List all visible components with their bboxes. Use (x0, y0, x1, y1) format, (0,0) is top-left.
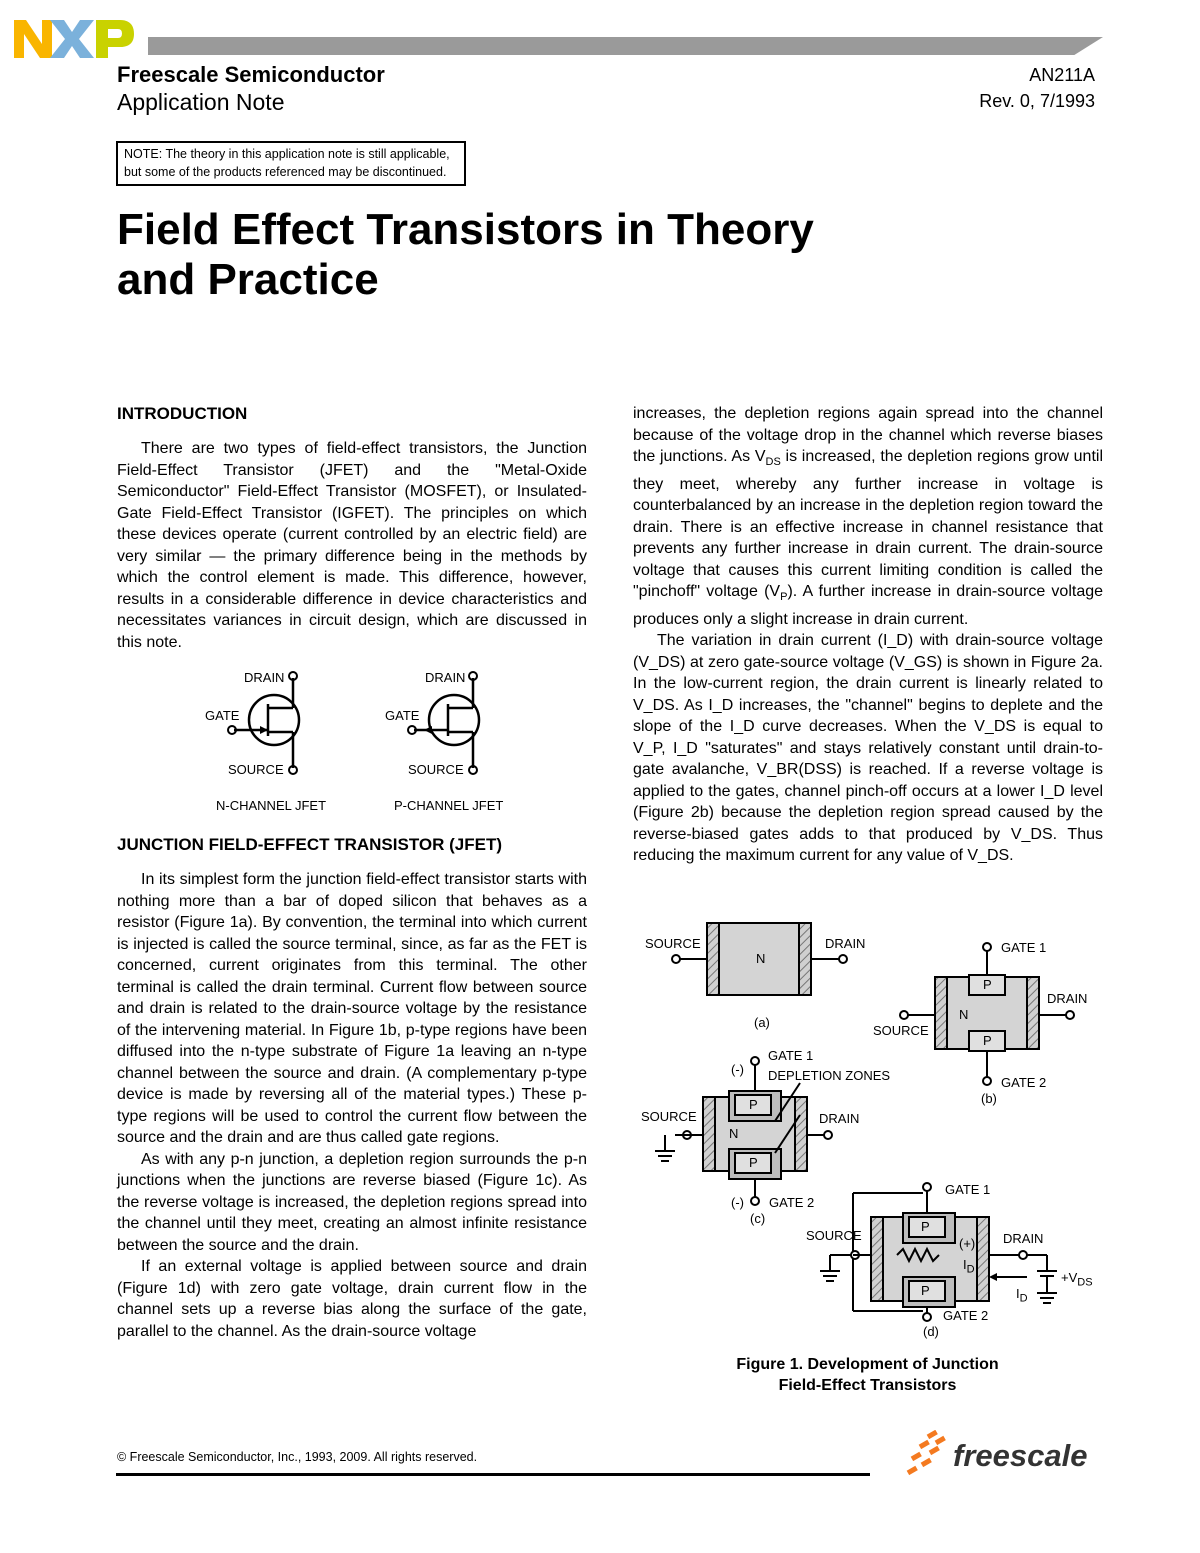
freescale-logo (905, 1430, 1105, 1482)
fig-d-p-top: P (921, 1219, 930, 1234)
fig-d-id (963, 1257, 975, 1276)
fig-c-drain: DRAIN (819, 1111, 860, 1126)
p1-sub-ds: DS (765, 456, 781, 469)
jfet-paragraph-2: As with any p-n junction, a depletion region surrounds the p-n junctions when the junctions are reverse biased (Figure 1c). As the reverse voltage is increased, the depletion regions spread into the channel until they meet, creating an almost infinite resistance between the source and the drain. (117, 1150, 587, 1254)
caption-line-2: Field-Effect Transistors (778, 1377, 957, 1394)
fig-d-id2-sub: D (1019, 1292, 1028, 1305)
revision: Rev. 0, 7/1993 (979, 91, 1095, 111)
right-paragraph-2: The variation in drain current (I_D) with drain-source voltage (V_DS) at zero gate-source voltage (V_GS) is shown in Figure 2a. In the low-current region, the drain current is linearly related to V_DS. As I_D increases, the "channel" begins to deplete and the slope of the I_D curve decreases. When the V_DS is equal to V_P, I_D "saturates" and stays relatively constant until drain-to-gate avalanche, V_BR(DSS) is reached. If a reverse voltage is applied to the gates, channel pinch-off occurs at a lower I_D level (Figure 2b) because the depletion region spread caused by the reverse-biased gates adds to that produced by V_DS. Thus reducing the maximum current for any value of V_DS. (633, 632, 1103, 865)
fig-c-p-bottom: P (749, 1155, 758, 1170)
fig-d-vds-sub: DS (1077, 1276, 1093, 1289)
fig-d-drain: DRAIN (1003, 1231, 1044, 1246)
fig-d-id-main: I (963, 1257, 967, 1272)
n-gate-label: GATE (205, 708, 240, 723)
fig-d-vds (1061, 1270, 1093, 1289)
p1-b: is increased, the depletion regions grow until they meet, whereby any further increase in voltage is counterbalanced by an increase in the depletion region toward the drain. There is an effective increase in channel resistance that prevents any further increase in drain current. The drain-source voltage that causes this current limiting condition is called the "pinchoff" voltage (V (633, 448, 1103, 601)
jfet-symbols (200, 664, 530, 824)
fig-c-gate2: GATE 2 (769, 1195, 815, 1210)
fig-a-source: SOURCE (645, 936, 701, 951)
fig-d-pos: (+) (959, 1236, 976, 1251)
fig-c-gate1: GATE 1 (768, 1048, 814, 1063)
nxp-logo (12, 14, 136, 64)
fig-d-caption: (d) (923, 1324, 939, 1339)
note-line-2: but some of the products referenced may be discontinued. (124, 165, 447, 179)
company-name: Freescale Semiconductor (117, 62, 385, 87)
fig-c-caption: (c) (750, 1211, 766, 1226)
fig-b-gate1: GATE 1 (1001, 940, 1047, 955)
copyright: © Freescale Semiconductor, Inc., 1993, 2009. All rights reserved. (117, 1450, 478, 1464)
jfet-paragraph-1: In its simplest form the junction field-effect transistor starts with nothing more than a bar of doped silicon that behaves as a resistor (Figure 1a). By convention, the terminal into which current is injected is called the source terminal, since, as far as the FET is concerned, current originates from this terminal. The other terminal is called the drain terminal. Current flow between source and drain is related to the drain-source voltage by the resistance of the intervening material. In Figure 1b, p-type regions have been diffused into the n-type substrate of Figure 1a leaving an n-type channel between the source and drain. (A complementary p-type device is made by reversing all of the material types.) These p-type regions will be used to control the current flow between the source and the drain and are thus called gate regions. (117, 871, 587, 1146)
fig-a-caption: (a) (754, 1015, 770, 1030)
note-line-1: NOTE: The theory in this application note is still applicable, (124, 147, 450, 161)
right-paragraph-1 (633, 403, 1103, 630)
title-line-1: Field Effect Transistors in Theory (117, 205, 814, 254)
p-source-label: SOURCE (408, 762, 464, 777)
figure-1-caption (635, 1354, 1100, 1396)
fig-d-gate1: GATE 1 (945, 1182, 991, 1197)
figure-1-drawing (635, 915, 1105, 1355)
fig-c-p-top: P (749, 1097, 758, 1112)
fig-a-n: N (756, 951, 766, 966)
fig-d-id-2 (1016, 1286, 1028, 1305)
fig-b-caption: (b) (981, 1091, 997, 1106)
n-drain-label: DRAIN (244, 670, 285, 685)
fig-b-source: SOURCE (873, 1023, 929, 1038)
jfet-heading: JUNCTION FIELD-EFFECT TRANSISTOR (JFET) (117, 835, 503, 854)
figure-1 (635, 915, 1105, 1355)
jfet-body (117, 869, 587, 1342)
fig-b-gate2: GATE 2 (1001, 1075, 1047, 1090)
n-source-label: SOURCE (228, 762, 284, 777)
fig-d-id2-main: I (1016, 1286, 1020, 1301)
fig-b-p-top: P (983, 977, 992, 992)
intro-text: There are two types of field-effect transistors, the Junction Field-Effect Transistor (JFET) and the "Metal-Oxide Semiconductor" Field-Effect Transistor (MOSFET), or Insulated-Gate Field-Effect Transistor (IGFET). The principles on which these devices operate (current controlled by an electric field) are very similar — the primary difference being in the methods by which the control element is made. This difference, however, results in a considerable difference in device characteristics and necessitates variances in circuit design, which are discussed in this note. (117, 440, 587, 651)
right-column-text (633, 403, 1103, 867)
fig-b-drain: DRAIN (1047, 991, 1088, 1006)
intro-paragraph (117, 438, 587, 653)
p1-c: ). A further increase in drain-source voltage produces only a slight increase in drain current. (633, 583, 1104, 628)
fig-c-n: N (729, 1126, 739, 1141)
freescale-mark-icon (905, 1430, 957, 1482)
fig-c-neg-bottom: (-) (731, 1195, 744, 1210)
n-channel-label: N-CHANNEL JFET (216, 798, 327, 813)
fig-c-source: SOURCE (641, 1109, 697, 1124)
fig-d-id-sub: D (966, 1263, 975, 1276)
fig-b-n: N (959, 1007, 969, 1022)
document-number (979, 62, 1095, 114)
p1-a: increases, the depletion regions again spread into the channel because of the voltage drop in the channel which reverse biases the junctions. As V (633, 405, 1103, 465)
note-box (116, 141, 466, 186)
p-channel-label: P-CHANNEL JFET (394, 798, 504, 813)
p-drain-label: DRAIN (425, 670, 466, 685)
freescale-wordmark: freescale (953, 1438, 1088, 1473)
fig-a-drain: DRAIN (825, 936, 866, 951)
introduction-heading: INTRODUCTION (117, 404, 248, 423)
footer-rule (116, 1473, 870, 1476)
fig-c-neg-top: (-) (731, 1062, 744, 1077)
fig-d-p-bottom: P (921, 1283, 930, 1298)
fig-b-p-bottom: P (983, 1033, 992, 1048)
fig-c-depletion: DEPLETION ZONES (768, 1068, 891, 1083)
document-type: Application Note (117, 89, 285, 115)
fig-d-vds-main: +V (1061, 1270, 1078, 1285)
page-title (117, 205, 917, 305)
title-line-2: and Practice (117, 255, 379, 304)
fig-d-gate2: GATE 2 (943, 1308, 989, 1323)
doc-number: AN211A (1029, 65, 1095, 85)
jfet-paragraph-3: If an external voltage is applied between source and drain (Figure 1d) with zero gate voltage, drain current flow in the channel sets up a reverse bias along the surface of the gate, parallel to the channel. As the drain-source voltage (117, 1258, 587, 1340)
p-gate-label: GATE (385, 708, 420, 723)
fig-d-source: SOURCE (806, 1228, 862, 1243)
p1-sub-p: P (780, 591, 788, 604)
header-bar (148, 37, 1103, 55)
caption-line-1: Figure 1. Development of Junction (736, 1356, 999, 1373)
